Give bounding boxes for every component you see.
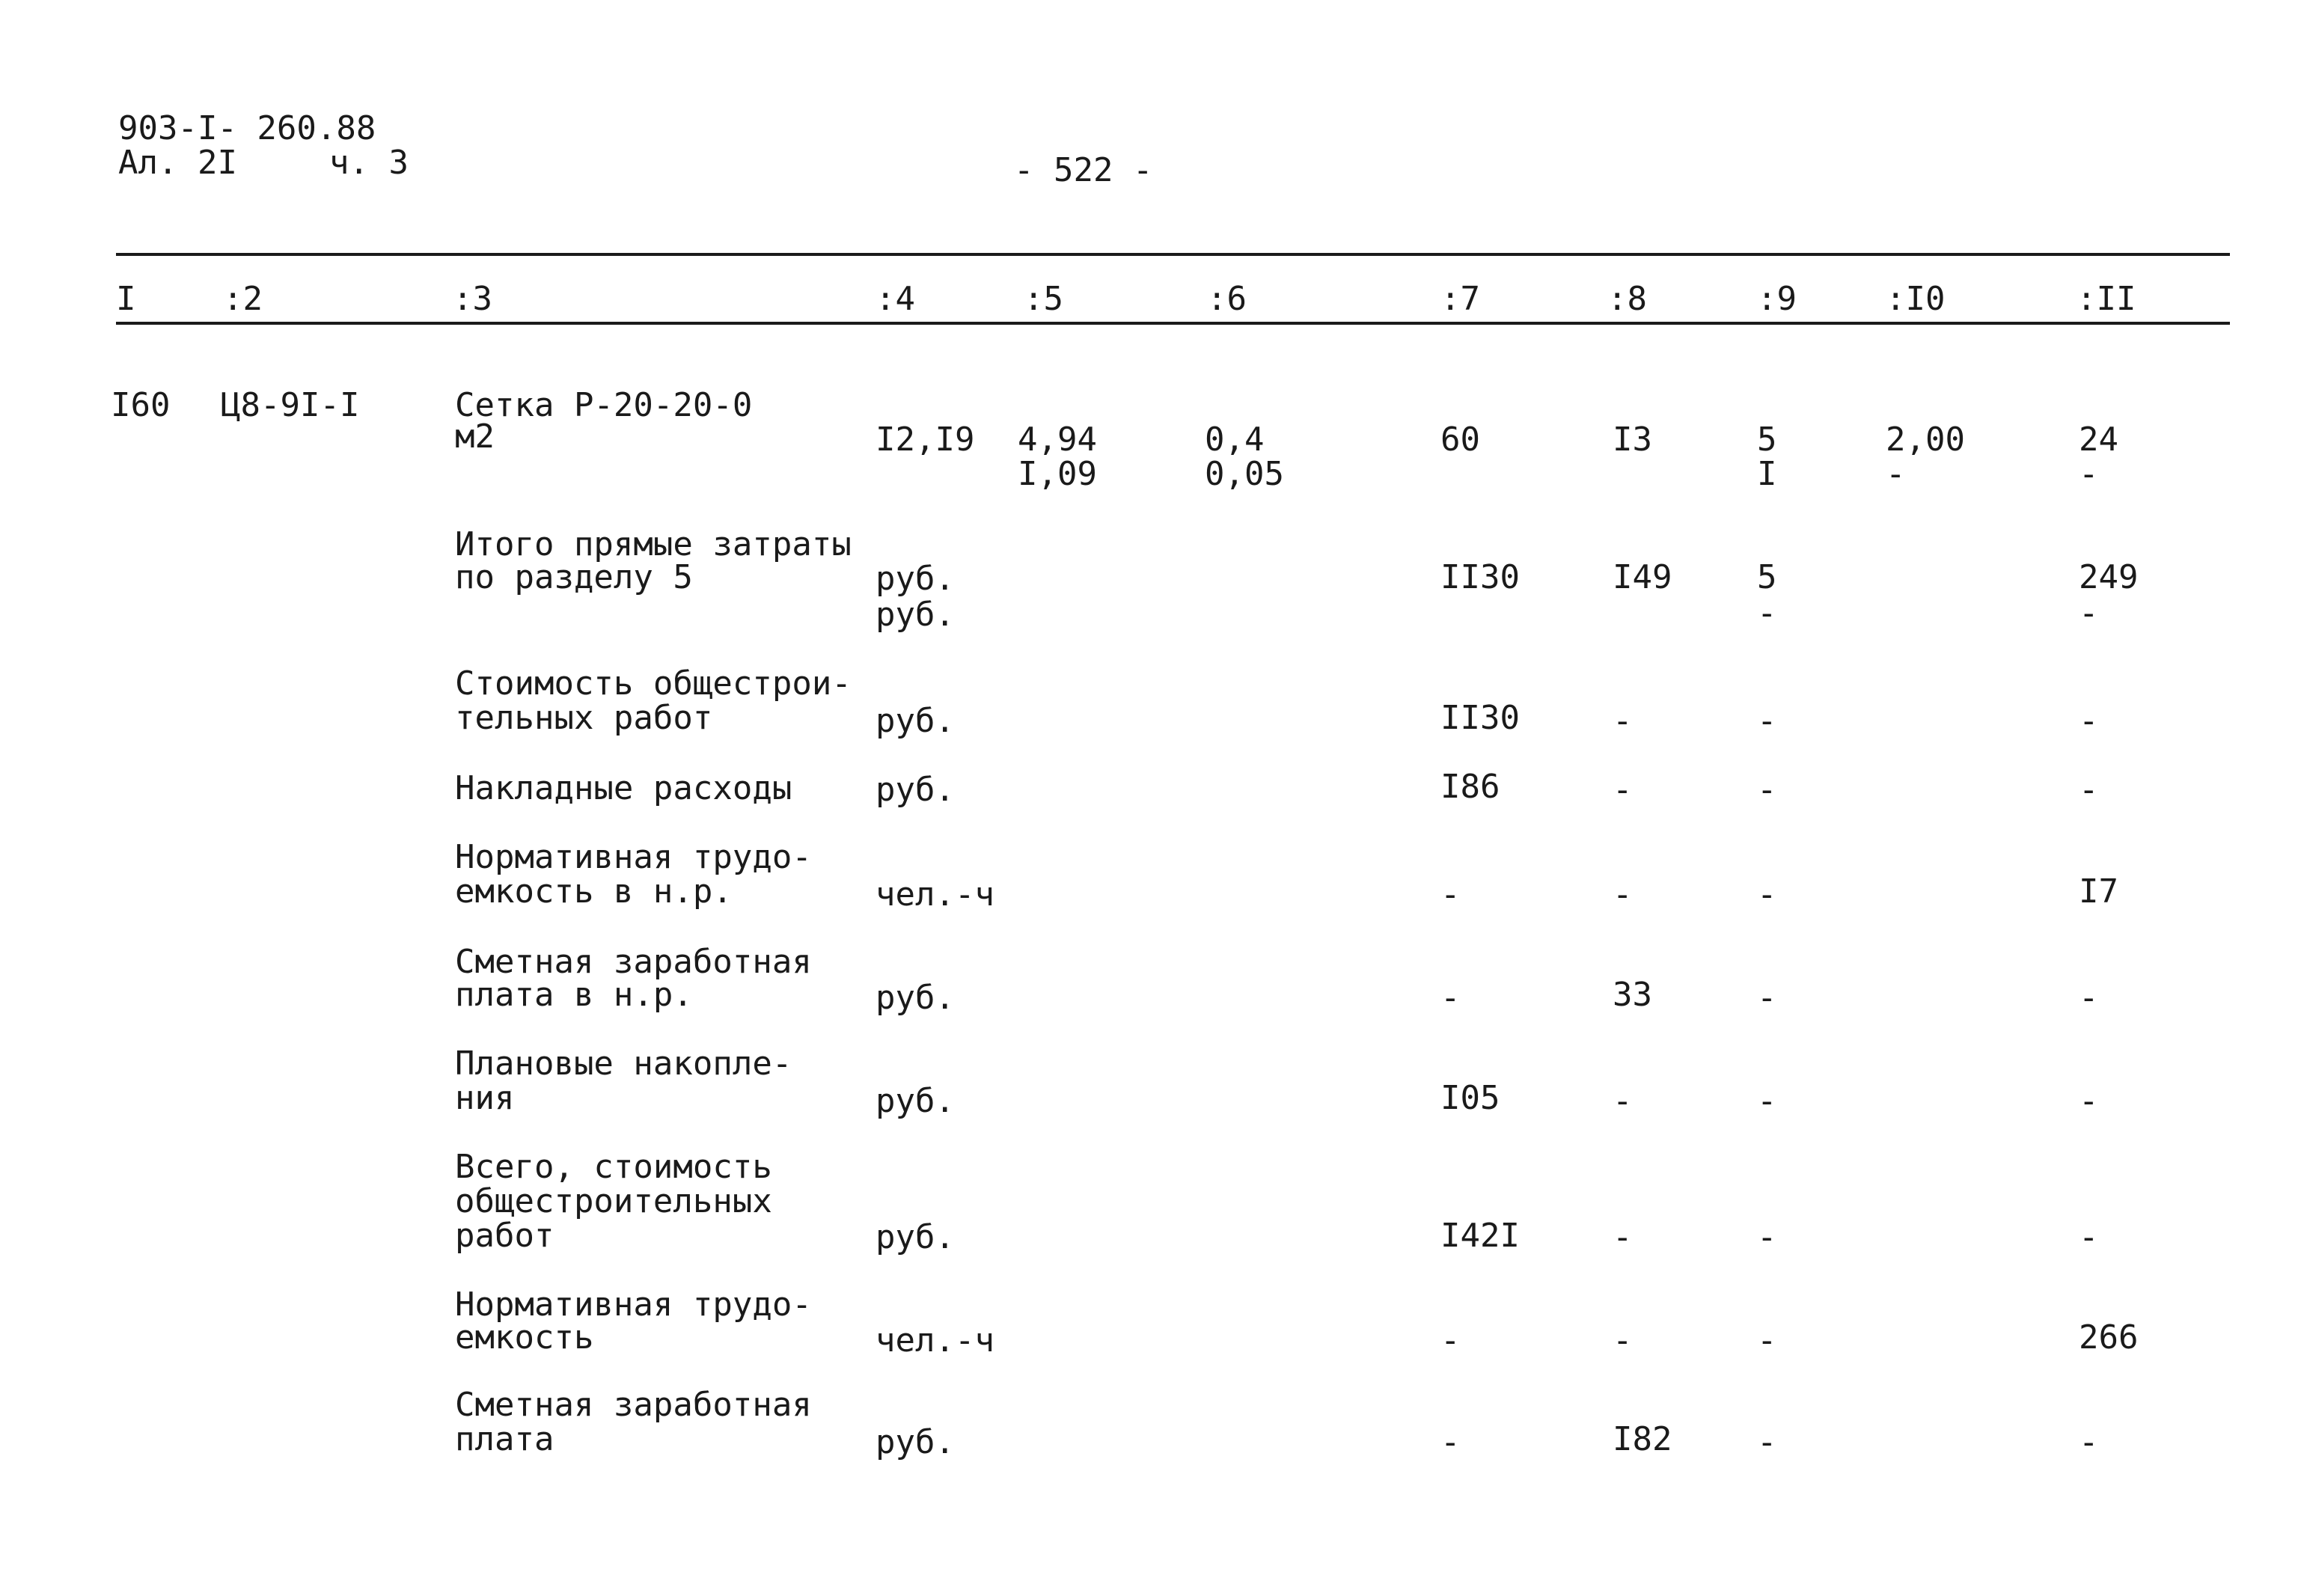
row-col7: II30 [1440,558,1520,596]
row-col8: - [1613,1218,1633,1256]
row-label-line1: Сметная заработная [455,943,812,981]
col-header-8: :8 [1607,280,1647,318]
row-col8: - [1613,702,1633,740]
item-col10-bottom: - [1886,455,1906,493]
col-header-1: I [116,280,136,318]
row-col11: - [2079,1218,2099,1256]
item-code: Ц8-9I-I [221,386,360,424]
row-label-line2: плата в н.р. [455,976,693,1014]
row-col9: - [1757,1218,1777,1256]
row-col11: - [2079,1082,2099,1120]
item-col8: I3 [1613,421,1652,459]
row-col8: - [1613,1082,1633,1120]
row-col8: - [1613,1321,1633,1360]
row-label-line2: емкость в н.р. [455,872,733,911]
row-label-line1: Нормативная трудо- [455,838,812,876]
item-name-line1: Сетка Р-20-20-0 [455,386,753,424]
row-label-line2: плата [455,1420,554,1458]
row-label-line1: Итого прямые затраты [455,525,852,563]
row-col11: I7 [2079,872,2118,911]
row-label-line1: Стоимость общестрои- [455,664,852,703]
col-header-5: :5 [1024,280,1063,318]
item-name-line2: м2 [455,418,495,456]
row-col9: - [1757,771,1777,809]
part-number: ч. 3 [329,144,409,182]
row-col7: I86 [1440,768,1500,806]
item-col9-bottom: I [1757,455,1777,493]
row-col9-bottom: - [1757,594,1777,632]
row-unit: руб. [876,771,955,809]
row-label-line2: ния [455,1079,515,1117]
col-header-7: :7 [1440,280,1480,318]
header-bottom-rule [116,322,2230,325]
row-unit: руб. [876,1218,955,1256]
row-col7: - [1440,1423,1461,1461]
row-unit: руб. [876,560,955,598]
row-col7: II30 [1440,699,1520,737]
item-col9-top: 5 [1757,421,1777,459]
item-col4: I2,I9 [876,421,975,459]
doc-code: 903-I- 260.88 [118,109,376,147]
row-unit: руб. [876,702,955,740]
row-col11: - [2079,1423,2099,1461]
row-col9: - [1757,1321,1777,1360]
item-col6-bottom: 0,05 [1205,455,1284,493]
row-col9: 5 [1757,558,1777,596]
row-col9: - [1757,1423,1777,1461]
row-label-line2: общестроительных [455,1182,772,1220]
row-col7: I05 [1440,1079,1500,1117]
row-col8: - [1613,771,1633,809]
row-col7: - [1440,979,1461,1017]
item-col7: 60 [1440,421,1480,459]
row-col11: 266 [2079,1318,2139,1357]
row-col8: I49 [1613,558,1672,596]
row-unit: чел.-ч [876,1321,994,1360]
row-label-line1: Плановые накопле- [455,1045,792,1083]
row-unit: руб. [876,1423,955,1461]
row-unit-2: руб. [876,596,955,634]
row-label-line1: Нормативная трудо- [455,1285,812,1324]
row-col9: - [1757,1082,1777,1120]
row-unit: чел.-ч [876,875,994,914]
header-top-rule [116,253,2230,256]
col-header-11: :II [2077,280,2136,318]
item-col5-bottom: I,09 [1018,455,1097,493]
row-label-line2: по разделу 5 [455,558,693,596]
col-header-6: :6 [1207,280,1247,318]
row-col9: - [1757,875,1777,914]
row-col11: - [2079,979,2099,1017]
row-label-line1: Сметная заработная [455,1386,812,1424]
item-col10-top: 2,00 [1886,421,1965,459]
row-label-line2: емкость [455,1318,594,1357]
row-col11: - [2079,702,2099,740]
col-header-3: :3 [453,280,492,318]
row-unit: руб. [876,979,955,1017]
row-col9: - [1757,979,1777,1017]
item-col11-top: 24 [2079,421,2118,459]
row-unit: руб. [876,1082,955,1120]
row-label-line2: тельных работ [455,699,713,737]
item-col11-bottom: - [2079,455,2099,493]
item-col5-top: 4,94 [1018,421,1097,459]
row-label-line3: работ [455,1217,554,1255]
row-col7: - [1440,1321,1461,1360]
row-col7: I42I [1440,1217,1520,1255]
row-col9: - [1757,702,1777,740]
row-col11: - [2079,771,2099,809]
col-header-10: :I0 [1886,280,1946,318]
row-col7: - [1440,875,1461,914]
page-number: - 522 - [1014,151,1153,189]
row-col11: 249 [2079,558,2139,596]
row-label-line1: Всего, стоимость [455,1148,772,1186]
row-col11-bottom: - [2079,594,2099,632]
col-header-2: :2 [223,280,263,318]
row-col8: I82 [1613,1420,1672,1458]
col-header-4: :4 [876,280,915,318]
row-col8: - [1613,875,1633,914]
album-number: Ал. 2I [118,144,237,182]
item-number: I60 [111,386,171,424]
item-col6-top: 0,4 [1205,421,1265,459]
col-header-9: :9 [1757,280,1797,318]
row-col8: 33 [1613,976,1652,1014]
row-label-line1: Накладные расходы [455,769,792,807]
